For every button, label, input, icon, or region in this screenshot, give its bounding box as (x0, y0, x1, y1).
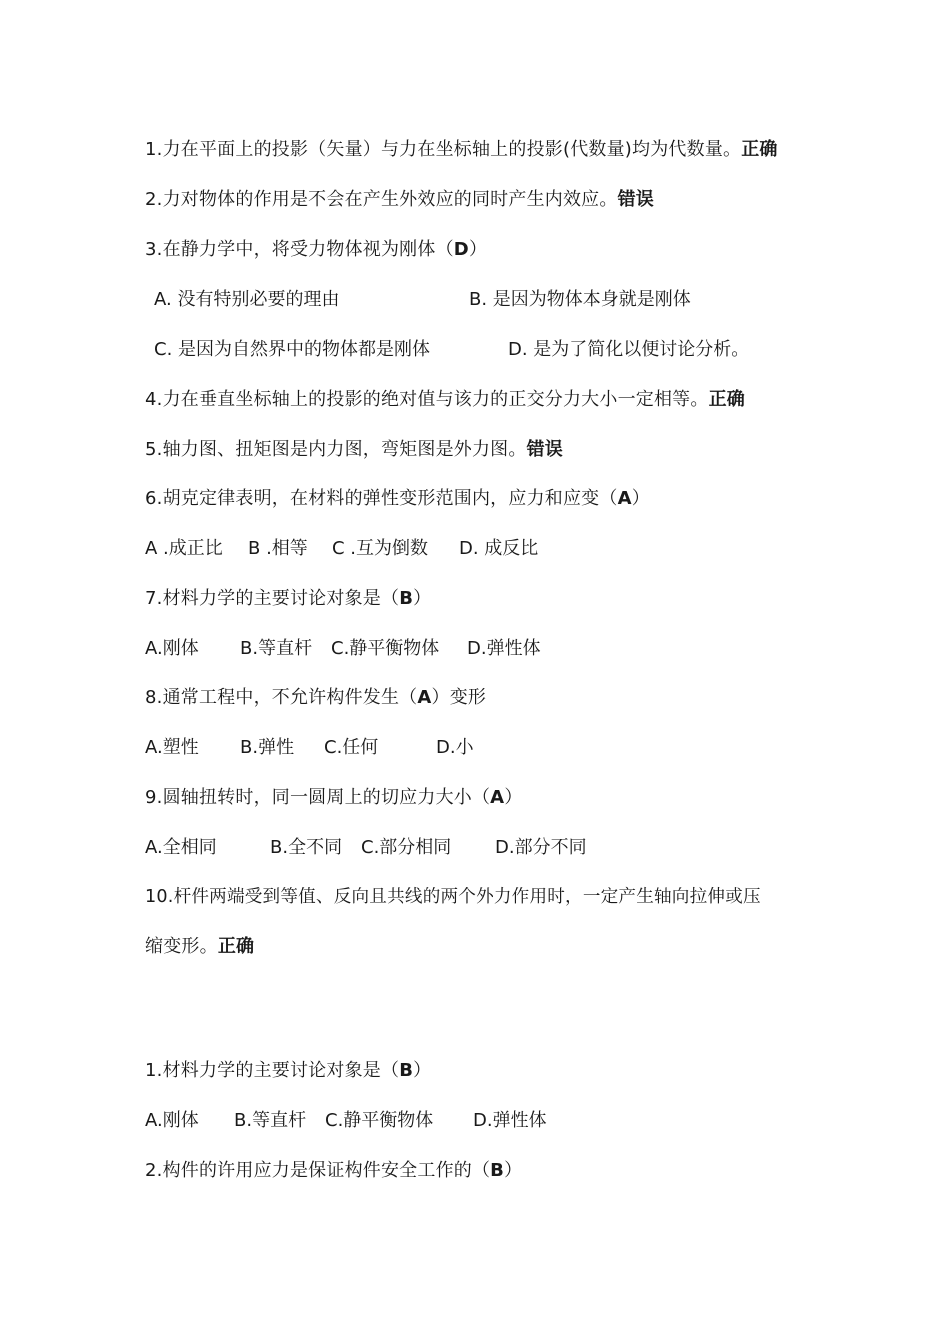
answer: A (617, 488, 632, 509)
answer: D (453, 239, 469, 260)
option-c: C.静平衡物体 (331, 638, 440, 659)
option-d: D.弹性体 (467, 638, 541, 659)
option-c: C .互为倒数 (332, 538, 429, 559)
question-close: ） (504, 1160, 523, 1181)
option-c: C. 是因为自然界中的物体都是刚体 (154, 339, 431, 360)
question-text-continued: 缩变形。 (145, 936, 218, 957)
option-b: B.弹性 (240, 737, 295, 758)
option-c: C.任何 (324, 737, 379, 758)
question-close: ）变形 (431, 687, 487, 708)
option-a: A .成正比 (145, 538, 223, 559)
option-b: B .相等 (248, 538, 308, 559)
question-text: 1.材料力学的主要讨论对象是（ (145, 1060, 400, 1081)
question-text: 3.在静力学中，将受力物体视为刚体（ (145, 239, 454, 260)
option-c: C.部分相同 (361, 837, 452, 858)
option-a: A.全相同 (145, 837, 217, 858)
question-text: 7.材料力学的主要讨论对象是（ (145, 588, 400, 609)
question-9 (145, 786, 523, 810)
question-text: 10.杆件两端受到等值、反向且共线的两个外力作用时，一定产生轴向拉伸或压 (145, 887, 761, 907)
question-6 (145, 487, 650, 511)
question-close: ） (413, 588, 432, 609)
option-b: B.等直杆 (240, 638, 313, 659)
option-b: B. 是因为物体本身就是刚体 (469, 289, 691, 310)
question-5 (145, 438, 563, 462)
answer: 正确 (741, 139, 778, 160)
option-a: A.刚体 (145, 1110, 199, 1131)
option-d: D.部分不同 (495, 837, 587, 858)
answer: B (399, 588, 414, 609)
option-a: A.塑性 (145, 737, 199, 758)
question-text: 2.力对物体的作用是不会在产生外效应的同时产生内效应。 (145, 189, 618, 210)
answer: 错误 (617, 189, 654, 210)
option-c: C.静平衡物体 (325, 1110, 434, 1131)
answer: A (490, 787, 505, 808)
option-d: D. 是为了简化以便讨论分析。 (508, 339, 750, 360)
question-close: ） (504, 787, 523, 808)
option-d: D. 成反比 (459, 538, 539, 559)
question-3 (145, 238, 487, 262)
section2-question-1 (145, 1059, 431, 1083)
question-text: 8.通常工程中，不允许构件发生（ (145, 687, 418, 708)
option-a: A. 没有特别必要的理由 (154, 289, 340, 310)
section2-question-2 (145, 1159, 522, 1183)
answer: A (417, 687, 432, 708)
question-1 (145, 138, 778, 162)
answer: 错误 (526, 439, 563, 460)
question-close: ） (413, 1060, 432, 1081)
question-10-continued (145, 935, 254, 959)
option-b: B.等直杆 (234, 1110, 307, 1131)
question-10 (145, 885, 761, 909)
option-d: D.弹性体 (473, 1110, 547, 1131)
question-text: 1.力在平面上的投影（矢量）与力在坐标轴上的投影(代数量)均为代数量。 (145, 139, 742, 160)
question-2 (145, 188, 654, 212)
option-b: B.全不同 (270, 837, 343, 858)
question-text: 4.力在垂直坐标轴上的投影的绝对值与该力的正交分力大小一定相等。 (145, 389, 709, 410)
answer: B (490, 1160, 505, 1181)
question-text: 2.构件的许用应力是保证构件安全工作的（ (145, 1160, 491, 1181)
question-close: ） (631, 488, 650, 509)
question-8 (145, 686, 486, 710)
question-4 (145, 388, 745, 412)
question-close: ） (468, 239, 488, 260)
question-7 (145, 587, 431, 611)
question-text: 9.圆轴扭转时，同一圆周上的切应力大小（ (145, 787, 491, 808)
answer: 正确 (217, 936, 255, 957)
question-text: 5.轴力图、扭矩图是内力图，弯矩图是外力图。 (145, 439, 527, 460)
answer: B (399, 1060, 414, 1081)
question-text: 6.胡克定律表明，在材料的弹性变形范围内，应力和应变（ (145, 488, 618, 509)
option-a: A.刚体 (145, 638, 199, 659)
option-d: D.小 (436, 737, 474, 758)
answer: 正确 (708, 389, 745, 410)
